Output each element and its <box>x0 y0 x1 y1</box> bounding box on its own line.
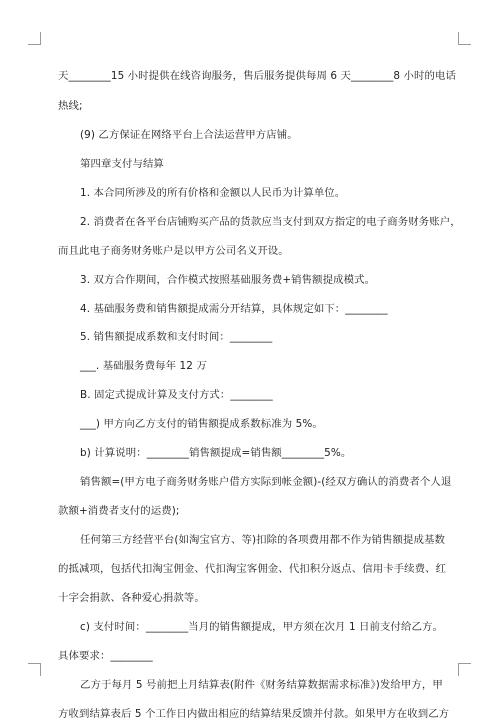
text-line: 具体要求：________ <box>58 650 153 662</box>
crop-mark-bottom-left <box>28 663 41 676</box>
text-line: 1. 本合同所涉及的所有价格和金额以人民币为计算单位。 <box>80 187 346 199</box>
text-line: 3. 双方合作期间，合作模式按照基础服务费+销售额提成模式。 <box>80 274 376 286</box>
text-line: 而且此电子商务财务账户是以甲方公司名义开设。 <box>58 245 289 257</box>
text-line: (9) 乙方保证在网络平台上合法运营甲方店铺。 <box>80 129 298 141</box>
crop-mark-bottom-right <box>458 663 471 676</box>
text-line: 任何第三方经营平台(如淘宝官方、等)扣除的各项费用都不作为销售额提成基数 <box>80 534 445 546</box>
text-line: 十字会捐款、各种爱心捐款等。 <box>58 592 205 604</box>
text-line: b) 计算说明：________销售额提成=销售额________5%。 <box>80 447 352 459</box>
text-line: 乙方于每月 5 号前把上月结算表(附件《财务结算数据需求标准》)发给甲方，甲 <box>80 679 443 691</box>
text-line: 天________15 小时提供在线咨询服务，售后服务提供每周 6 天________8 小时的电话 <box>58 70 456 82</box>
text-line: 款额+消费者支付的运费); <box>58 505 180 517</box>
text-line: ___) 甲方向乙方支付的销售额提成系数标准为 5%。 <box>80 418 323 430</box>
crop-mark-top-right <box>458 32 471 45</box>
text-line: 4. 基础服务费和销售额提成需分开结算，具体规定如下：________ <box>80 303 388 315</box>
crop-mark-top-left <box>28 32 41 45</box>
text-line: 的抵减项，包括代扣淘宝佣金、代扣淘宝客佣金、代扣积分返点、信用卡手续费、红 <box>58 563 447 575</box>
text-line: B. 固定式提成计算及支付方式：________ <box>80 389 273 401</box>
text-line: 5. 销售额提成系数和支付时间：________ <box>80 331 273 343</box>
text-line: 销售额=(甲方电子商务财务账户借方实际到帐金额)-(经双方确认的消费者个人退 <box>80 476 452 488</box>
text-line: c) 支付时间：________当月的销售额提成，甲方须在次月 1 日前支付给乙方。 <box>80 621 443 633</box>
text-line: 2. 消费者在各平台店铺购买产品的货款应当支付到双方指定的电子商务财务账户， <box>80 216 461 228</box>
text-line: 热线; <box>58 100 83 112</box>
section-heading: 第四章支付与结算 <box>80 158 164 170</box>
text-line: 方收到结算表后 5 个工作日内做出相应的结算结果反馈并付款。如果甲方在收到乙方 <box>58 708 450 720</box>
text-line: ___. 基础服务费每年 12 万 <box>80 360 207 372</box>
